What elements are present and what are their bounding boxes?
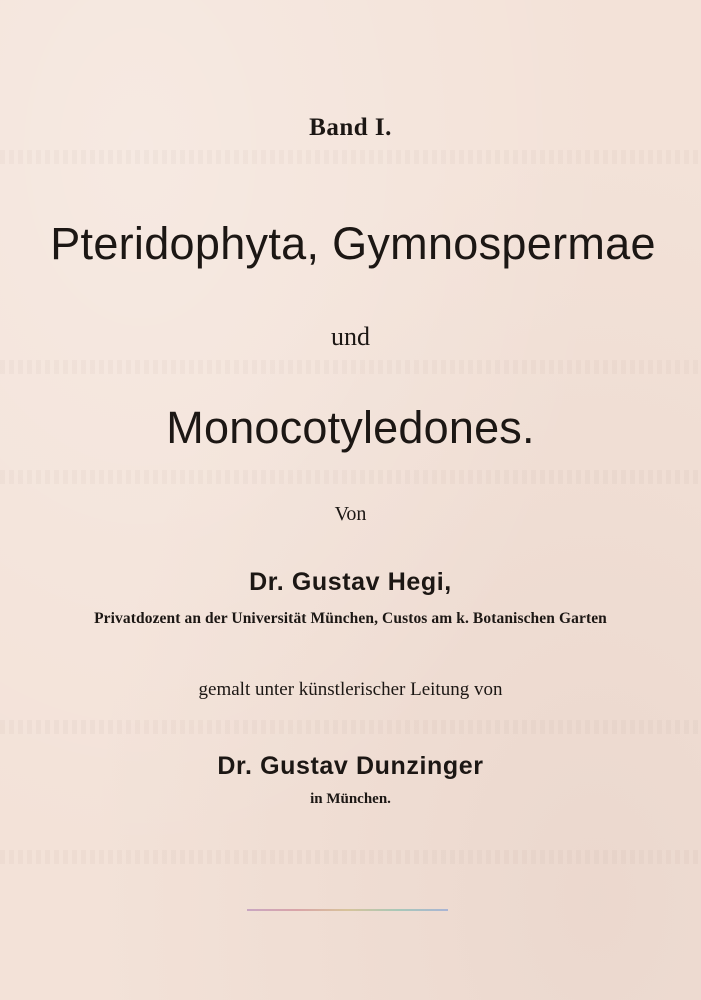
title-line-2: Monocotyledones. (166, 402, 535, 453)
title-conjunction: und (331, 322, 370, 351)
volume-label: Band I. (309, 114, 392, 141)
artist-location: in München. (310, 791, 391, 807)
show-through-texture (0, 470, 701, 484)
author-affiliation: Privatdozent an der Universität München, Custos am k. Botanischen Garten (94, 610, 607, 627)
by-label: Von (334, 503, 367, 525)
author-name: Dr. Gustav Hegi, (249, 568, 452, 596)
show-through-texture (0, 850, 701, 864)
artist-name: Dr. Gustav Dunzinger (217, 752, 484, 780)
title-line-1: Pteridophyta, Gymnospermae (50, 218, 656, 269)
show-through-texture (0, 720, 701, 734)
decorative-rule (247, 909, 448, 911)
illustration-credit: gemalt unter künstlerischer Leitung von (198, 679, 503, 700)
show-through-texture (0, 150, 701, 164)
show-through-texture (0, 360, 701, 374)
